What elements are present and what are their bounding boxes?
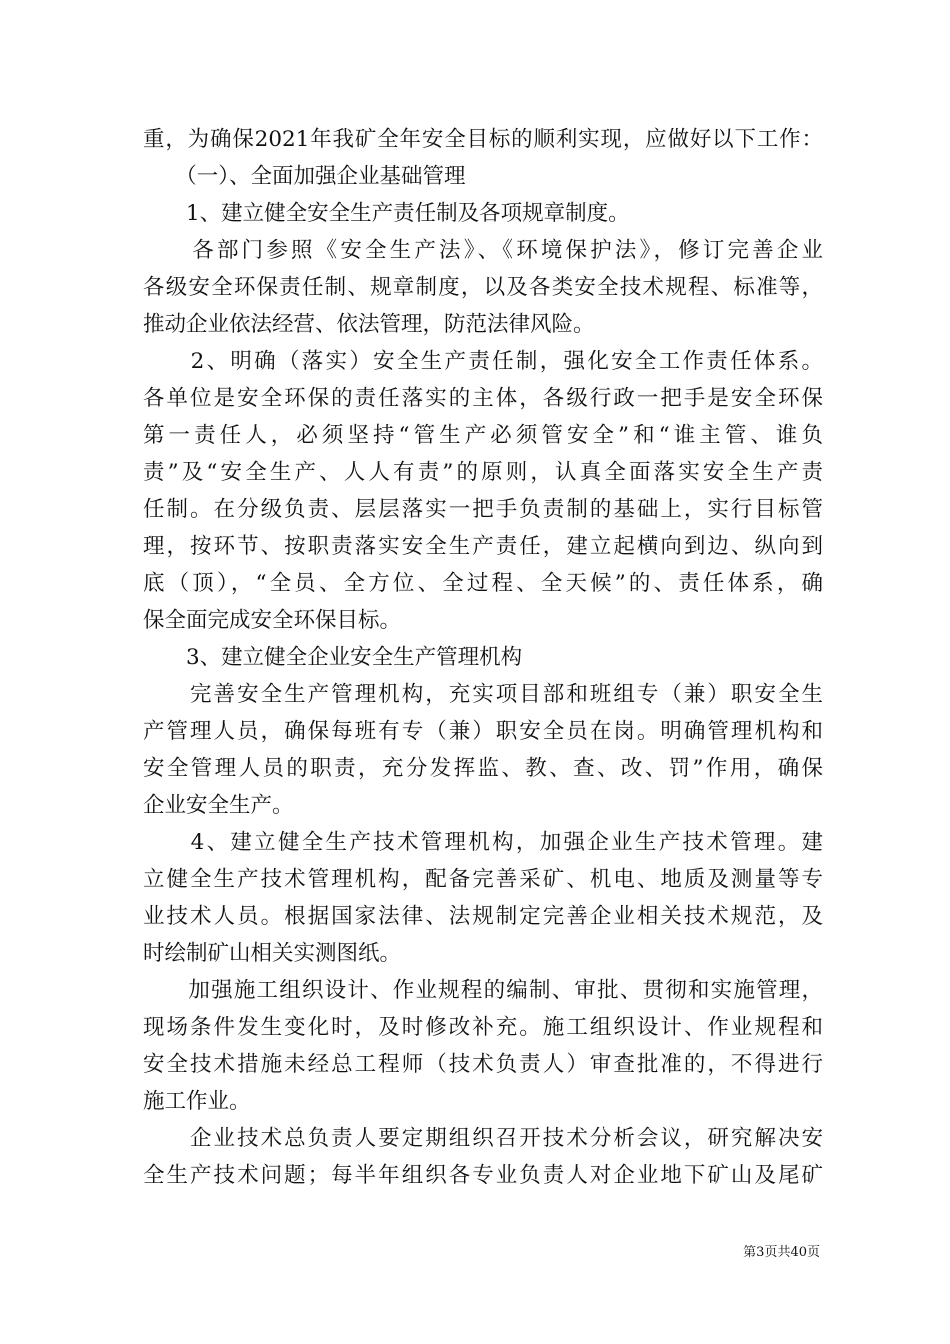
text-line: 各部门参照《安全生产法》、《环境保护法》，修订完善企业: [143, 238, 823, 263]
text-line: 任制。在分级负责、层层落实一把手负责制的基础上，实行目标管: [143, 497, 823, 522]
text-line: 时绘制矿山相关实测图纸。: [143, 941, 402, 966]
text-line: 各单位是安全环保的责任落实的主体，各级行政一把手是安全环保: [143, 386, 823, 411]
text-line: 企业安全生产。: [143, 793, 294, 818]
text-line: 立健全生产技术管理机构，配备完善采矿、机电、地质及测量等专: [143, 867, 823, 892]
text-line: 完善安全生产管理机构，充实项目部和班组专（兼）职安全生: [143, 682, 823, 707]
page-number: 第3页共40页: [743, 1245, 820, 1260]
text-line: 重，为确保2021年我矿全年安全目标的顺利实现，应做好以下工作：: [143, 127, 823, 152]
text-line: 各级安全环保责任制、规章制度，以及各类安全技术规程、标准等，: [143, 275, 823, 300]
text-line: 推动企业依法经营、依法管理，防范法律风险。: [143, 312, 595, 337]
text-line: 产管理人员，确保每班有专（兼）职安全员在岗。明确管理机构和: [143, 719, 823, 744]
text-line: 安全管理人员的职责，充分发挥监、教、查、改、罚”作用，确保: [143, 756, 823, 781]
text-line: 第一责任人，必须坚持“管生产必须管安全”和“谁主管、谁负: [143, 423, 823, 448]
text-line: 企业技术总负责人要定期组织召开技术分析会议，研究解决安: [143, 1126, 823, 1151]
text-line: 理，按环节、按职责落实安全生产责任，建立起横向到边、纵向到: [143, 534, 823, 559]
text-line: 业技术人员。根据国家法律、法规制定完善企业相关技术规范，及: [143, 904, 823, 929]
item-heading: 3、建立健全企业安全生产管理机构: [143, 645, 523, 670]
item-heading: 1、建立健全安全生产责任制及各项规章制度。: [143, 201, 630, 226]
item-heading: 4、建立健全生产技术管理机构，加强企业生产技术管理。建: [143, 830, 823, 855]
text-line: 加强施工组织设计、作业规程的编制、审批、贯彻和实施管理，: [143, 978, 823, 1003]
text-line: 安全技术措施未经总工程师（技术负责人）审查批准的，不得进行: [143, 1052, 823, 1077]
item-heading: 2、明确（落实）安全生产责任制，强化安全工作责任体系。: [143, 349, 823, 374]
text-line: 底（顶），“全员、全方位、全过程、全天候”的、责任体系，确: [143, 571, 823, 596]
text-line: 责”及“安全生产、人人有责”的原则，认真全面落实安全生产责: [143, 460, 823, 485]
text-line: 保全面完成安全环保目标。: [143, 608, 402, 633]
text-line: 施工作业。: [143, 1089, 251, 1114]
text-line: 现场条件发生变化时，及时修改补充。施工组织设计、作业规程和: [143, 1015, 823, 1040]
text-line: 全生产技术问题；每半年组织各专业负责人对企业地下矿山及尾矿: [143, 1163, 823, 1188]
section-heading: （一）、全面加强企业基础管理: [143, 164, 466, 189]
